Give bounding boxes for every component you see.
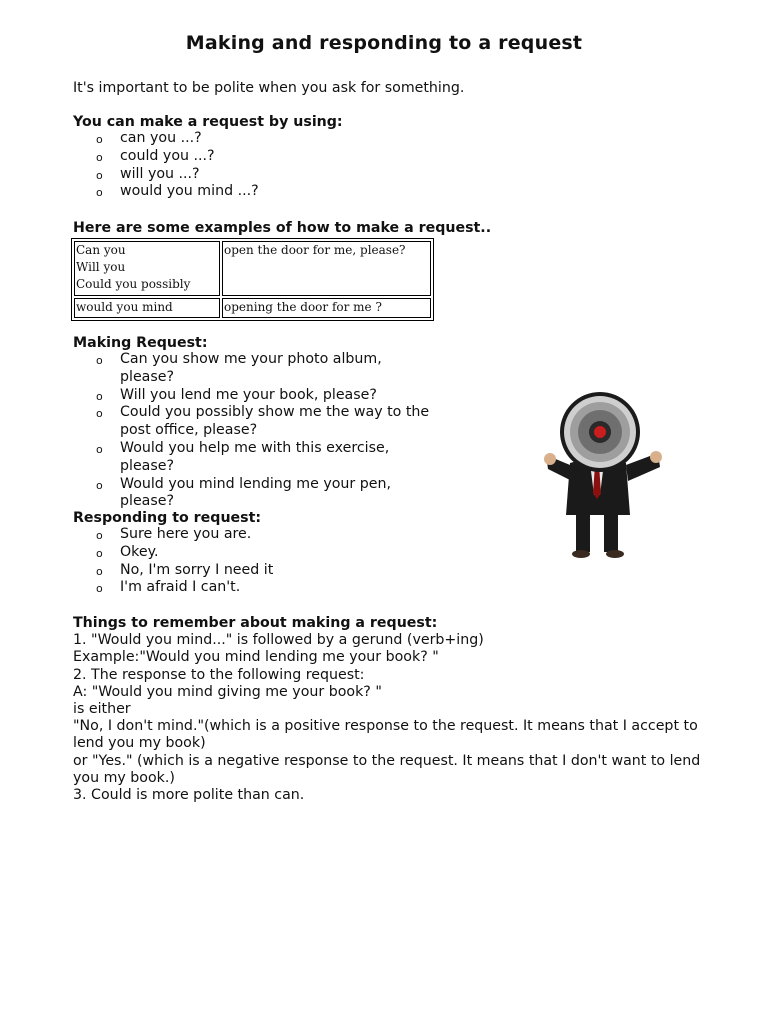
list-item: o Can you show me your photo album, please? [96,351,382,385]
list-item: o Would you help me with this exercise, please? [96,439,390,474]
list-item: o Okey. [96,543,159,560]
remember-line: "No, I don't mind."(which is a positive response to the request. It means that I accept to lend you my book) [73,718,698,752]
list-item: o Sure here you are. [96,526,252,542]
remember-heading: Things to remember about making a request: [73,615,438,631]
remember-section [73,615,713,804]
megaphone-person-icon [540,385,670,560]
remember-line: A: "Would you mind giving me your book? " [73,683,382,700]
list-item: o can you ...? [96,130,202,146]
list-item: o I'm afraid I can't. [96,579,241,596]
table-row [74,298,431,318]
bullet-icon: o [96,389,103,403]
bullet-icon: o [96,546,103,560]
remember-line: 1. "Would you mind..." is followed by a gerund (verb+ing) [73,632,484,649]
bullet-icon: o [96,564,103,578]
list-item: o could you ...? [96,147,215,164]
list-item: o will you ...? [96,165,200,182]
responding-list [96,526,273,597]
bullet-icon: o [96,478,103,492]
list-item: o Will you lend me your book, please? [96,386,377,403]
bullet-icon: o [96,442,103,456]
table-cell: open the door for me, please? [222,241,431,296]
table-row [74,241,431,296]
list-item: o No, I'm sorry I need it [96,561,274,578]
ways-heading: You can make a request by using: [73,114,343,130]
intro-text: It's important to be polite when you ask for something. [73,80,465,96]
remember-line: or "Yes." (which is a negative response to the request. It means that I don't want to lend you my book.) [73,752,701,786]
table-cell: opening the door for me ? [222,298,431,318]
bullet-icon: o [96,529,103,542]
examples-table [71,238,434,321]
bullet-icon: o [96,407,103,421]
responding-heading: Responding to request: [73,510,262,526]
bullet-icon: o [96,582,103,596]
making-heading: Making Request: [73,335,208,351]
remember-line: is either [73,701,131,718]
ways-list [96,130,259,201]
page-title: Making and responding to a request [185,32,583,54]
bullet-icon: o [96,133,103,146]
making-list [96,351,440,511]
list-item: o Would you mind lending me your pen, please? [96,475,391,510]
remember-line: 2. The response to the following request: [73,666,365,683]
table-cell: Can you Will you Could you possibly [74,241,220,296]
remember-line: 3. Could is more polite than can. [73,787,305,804]
remember-line: Example:"Would you mind lending me your book? " [73,649,439,666]
table-cell: would you mind [74,298,220,318]
bullet-icon: o [96,354,103,367]
bullet-icon: o [96,168,103,182]
list-item: o Could you possibly show me the way to the post office, please? [96,404,430,439]
examples-heading: Here are some examples of how to make a request.. [73,220,492,236]
bullet-icon: o [96,150,103,164]
list-item: o would you mind ...? [96,183,259,200]
bullet-icon: o [96,186,103,200]
